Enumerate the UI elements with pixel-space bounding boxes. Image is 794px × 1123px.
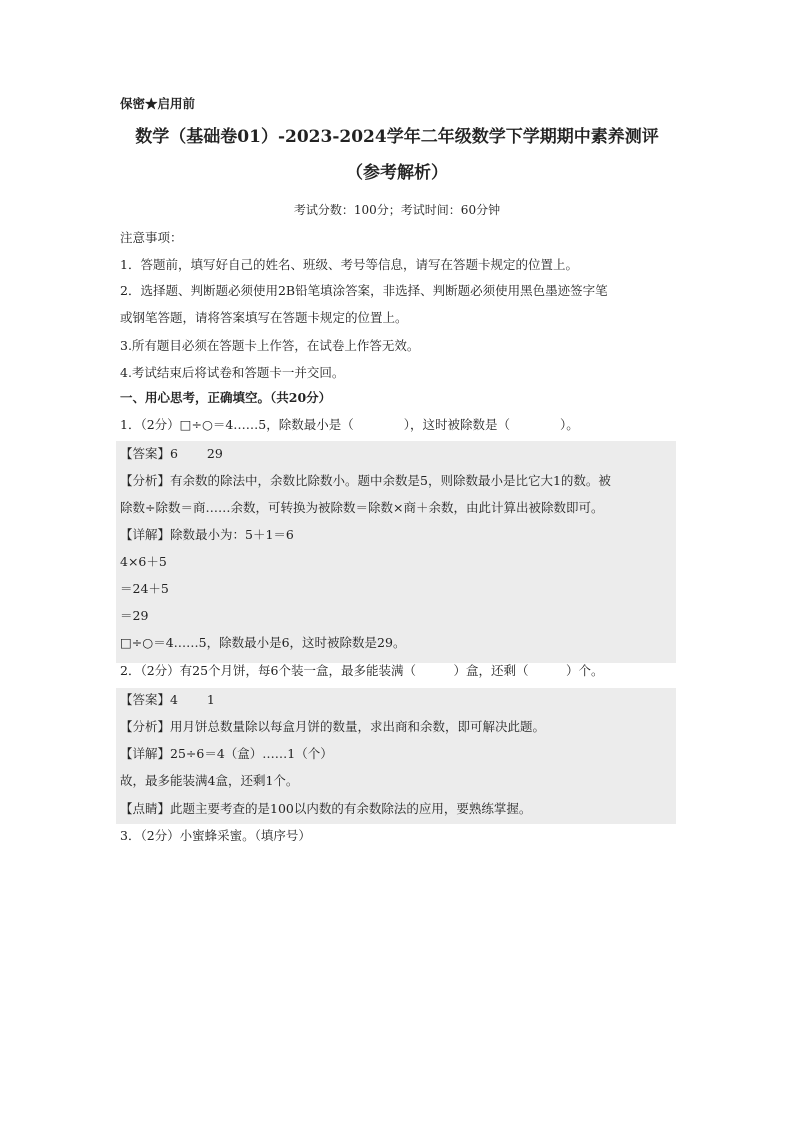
section-heading: 一、用心思考，正确填空。（共20分） (120, 390, 332, 405)
q1-analysis: 除数÷除数＝商……余数，可转换为被除数＝除数×商＋余数，由此计算出被除数即可。 (120, 500, 604, 515)
confidential-label: 保密★启用前 (120, 96, 196, 111)
q1-detail: 4×6＋5 (120, 554, 167, 569)
q1-detail: ＝29 (120, 608, 149, 623)
q1-detail: ＝24＋5 (120, 581, 169, 596)
note-item: 2．选择题、判断题必须使用2B铅笔填涂答案，非选择、判断题必须使用黑色墨迹签字笔 (120, 283, 608, 298)
notes-heading: 注意事项： (120, 230, 183, 245)
q2-detail: 【详解】25÷6＝4（盒）……1（个） (120, 746, 333, 761)
q1-answer: 【答案】6 29 (120, 446, 223, 461)
q2-detail: 故，最多能装满4盒，还剩1个。 (120, 773, 299, 788)
q1-analysis: 【分析】有余数的除法中，余数比除数小。题中余数是5，则除数最小是比它大1的数。被 (120, 473, 611, 488)
q2-analysis: 【分析】用月饼总数量除以每盒月饼的数量，求出商和余数，即可解决此题。 (120, 719, 546, 734)
question-1: 1．（2分）□÷○＝4……5，除数最小是（ ），这时被除数是（ ）。 (120, 417, 579, 432)
q2-answer: 【答案】4 1 (120, 692, 215, 707)
q2-comment: 【点睛】此题主要考查的是100以内数的有余数除法的应用，要熟练掌握。 (120, 801, 532, 816)
note-item: 1．答题前，填写好自己的姓名、班级、考号等信息，请写在答题卡规定的位置上。 (120, 257, 578, 272)
note-item: 或钢笔答题，请将答案填写在答题卡规定的位置上。 (120, 310, 408, 325)
q1-detail: 【详解】除数最小为：5＋1＝6 (120, 527, 294, 542)
document-title: 数学（基础卷01）-2023-2024学年二年级数学下学期期中素养测评 (135, 127, 659, 147)
document-subtitle: （参考解析） (346, 163, 448, 183)
q1-detail: □÷○＝4……5，除数最小是6，这时被除数是29。 (120, 635, 406, 650)
question-2: 2．（2分）有25个月饼，每6个装一盒，最多能装满（ ）盒，还剩（ ）个。 (120, 663, 604, 678)
note-item: 3.所有题目必须在答题卡上作答，在试卷上作答无效。 (120, 338, 420, 353)
note-item: 4.考试结束后将试卷和答题卡一并交回。 (120, 365, 345, 380)
exam-info: 考试分数：100分；考试时间：60分钟 (293, 203, 501, 217)
question-3: 3．（2分）小蜜蜂采蜜。（填序号） (120, 828, 311, 843)
